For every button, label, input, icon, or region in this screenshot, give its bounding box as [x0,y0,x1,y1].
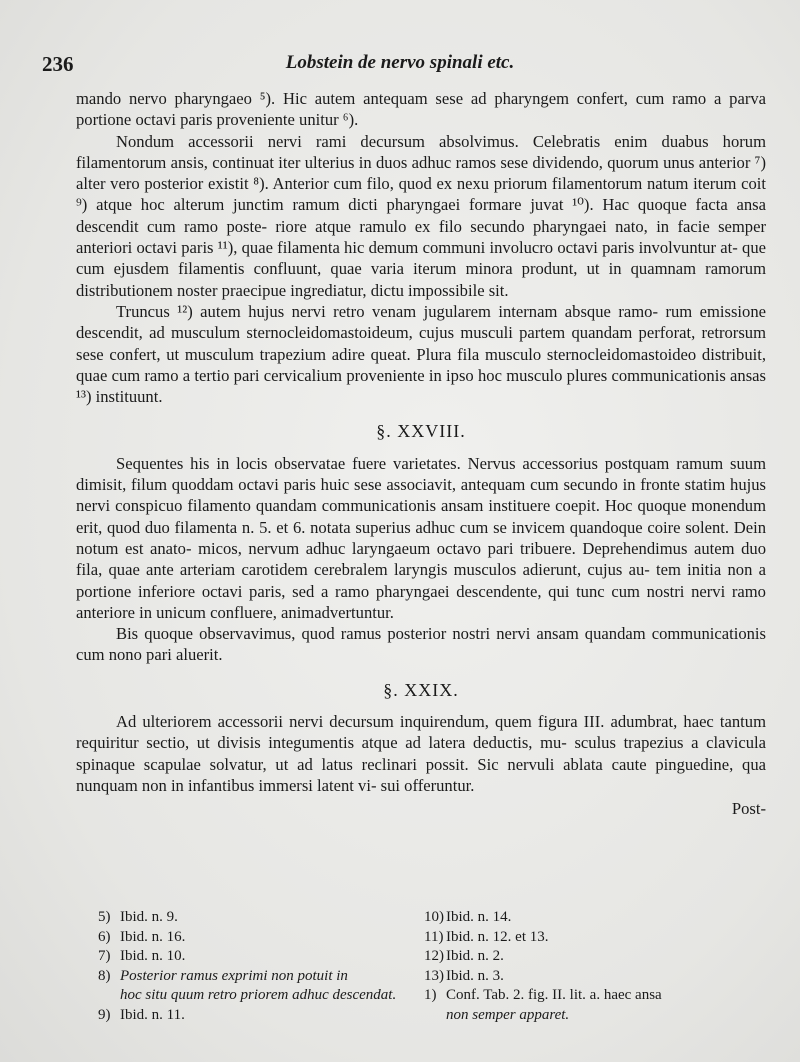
footnote-number: 6) [98,928,111,945]
footnote-number: 5) [98,909,111,925]
page-number: 236 [42,52,74,76]
footnote [424,928,744,948]
text-line: notata superius adhuc cum se invicem quandoque coire solent. Dein notum est anato- [76,517,766,558]
text-line: proveniente in ipso hoc musculo plures communicationis ansas ¹³) instituunt. [76,365,766,407]
text-line: Ad ulteriorem accessorii nervi decursum inquirendum, quem figura III. adumbrat, [116,712,678,732]
text-line: Sequentes his in locis observatae fuere varietates. Nervus accessorius postquam [116,453,670,473]
footnote-text: Ibid. n. 11. [120,1006,185,1023]
footnote-text: Ibid. n. 12. et 13. [446,928,549,945]
footnote-number: 8) [98,967,111,984]
paragraph [76,623,766,666]
footnote-text: non semper apparet. [446,1006,570,1023]
footnotes-right-column [424,908,744,1026]
footnote [424,1006,744,1026]
footnote [424,947,744,967]
section-heading-xxviii: §. XXVIII. [376,421,466,442]
footnote-text: Conf. Tab. 2. fig. II. lit. a. haec ansa [446,987,662,1004]
text-line: nexu priorum filamentorum natum iterum coit ⁹) atque hoc alterum junctim ramum [76,174,767,215]
footnote-text: Ibid. n. 10. [120,948,186,965]
text-line: communicationis cum nono pari aluerit. [76,624,766,665]
text-line: Nondum accessorii nervi rami decursum absolvimus. Celebratis enim duabus [116,131,709,151]
text-line: ramum suum dimisit, filum quoddam octavi paris huic sese associavit, antequam cum [76,453,766,495]
text-line: que cum ejusdem filamentis confluunt, quae varia iterum minora produnt, ut in [76,238,767,279]
text-line: paris ¹¹), quae filamenta hic demum communi involucro octavi paris involvuntur at- [181,238,738,258]
text-line: qui tunc cum nostri nervi ramo anteriore in unicum confluere, animadvertuntur. [76,581,766,622]
footnote [98,947,398,967]
text-line: Bis quoque observavimus, quod ramus posterior nostri nervi ansam quandam [116,624,646,644]
text-line: fila musculo sternocleidomastoideo distribuit, quae cum ramo a tertio pari cervicalium [76,344,766,385]
paragraph [76,453,766,623]
footnote-text: Ibid. n. 9. [120,909,178,925]
text-line: mando nervo pharyngaeo ⁵). Hic autem antequam sese ad pharyngem confert, cum [76,89,665,108]
text-line: secundo in fronte statim hujus nervi conspicuo filamento quandam communicationis [76,475,766,516]
text-line: nervuli ablata caute pinguedine, qua nunquam non in infantibus immersi latent vi- [76,754,766,795]
text-line: rum emissione descendit, ad musculum sternocleidomastoideum, cujus musculi partem [76,301,766,343]
footnote-number: 11) [424,928,444,945]
section-heading-xxix: §. XXIX. [383,679,459,700]
footnote [424,908,744,928]
body-text [76,88,766,820]
text-line: quandam perforat, retrorsum sese confert, ut musculum trapezium adire queat. Plura [76,323,766,364]
section-xxix-paragraphs [76,711,766,796]
text-line: horum filamentorum ansis, continuat iter ulterius in duos adhuc ramos sese dividendo, [76,131,766,172]
paragraph [76,711,766,796]
section-xxviii-paragraphs [76,453,766,666]
running-head: Lobstein de nervo spinali etc. [285,52,515,73]
text-line: Truncus ¹²) autem hujus nervi retro venam jugularem internam absque ramo- [116,301,658,321]
text-line: quamnam ramorum distributionem noster praecipue ingrediatur, dictu impossibile sit. [76,259,766,300]
footnote-text: Posterior ramus exprimi non potuit in [120,967,348,984]
footnote [424,967,744,987]
footnote [98,986,398,1006]
footnote-text: Ibid. n. 16. [120,928,186,945]
text-line: ansam instituere coepit. Hoc quoque monendum erit, quod duo filamenta n. 5. et 6. [76,496,766,537]
paragraph [76,131,766,301]
text-line: sculus trapezius a clavicula spinaque scapulae solvatur, ut ad latus reclinari possit. Sic [76,733,766,774]
footnote-number: 13) [424,967,444,984]
text-line: micos, nervum adhuc laryngaeum octavo pari tribuere. Deprehendimus autem duo [198,538,766,558]
footnote-number: 1) [424,987,437,1004]
text-line: tem initia non a portione inferiore octavi paris, sed a ramo pharyngaei descendente, [76,560,767,601]
footnote-number: 9) [98,1006,111,1023]
footnote-text: Ibid. n. 2. [446,948,504,965]
text-line: sui offeruntur. [380,775,475,795]
footnote-text: hoc situ quum retro priorem adhuc descendat. [120,987,397,1004]
paragraph [76,88,766,131]
footnote-number: 7) [98,948,111,965]
text-line: haec tantum requiritur sectio, ut divisis integumentis atque ad latera deductis, mu- [76,712,766,753]
intro-paragraphs [76,88,766,407]
footnote [424,986,744,1006]
footnotes-left-column [98,908,398,1026]
footnote [98,1006,398,1026]
text-line: fila, quae ante arteriam carotidem cerebralem laryngis musculos adierunt, cujus au- [76,560,650,580]
text-line: quorum unus anterior ⁷) alter vero posterior existit ⁸). Anterior cum filo, quod ex [76,152,766,194]
text-line: dicti pharyngaei formare juvat ¹⁰). Hac quoque facta ansa descendit cum ramo poste- [76,195,766,236]
page-header [40,52,760,80]
footnote [98,928,398,948]
footnote-number: 10) [424,909,444,925]
paragraph [76,301,766,407]
footnote [98,908,398,928]
text-line: riore atque ramulo ex filo secundo pharyngaei nato, in facie semper anteriori octavi [76,216,766,258]
footnote [98,967,398,987]
catchword: Post- [731,799,766,819]
footnote-text: Ibid. n. 14. [446,909,512,925]
text-line: ramo a parva portione octavi paris proveniente unitur ⁶). [76,89,767,130]
footnote-number: 12) [424,948,444,965]
footnote-text: Ibid. n. 3. [446,967,504,984]
